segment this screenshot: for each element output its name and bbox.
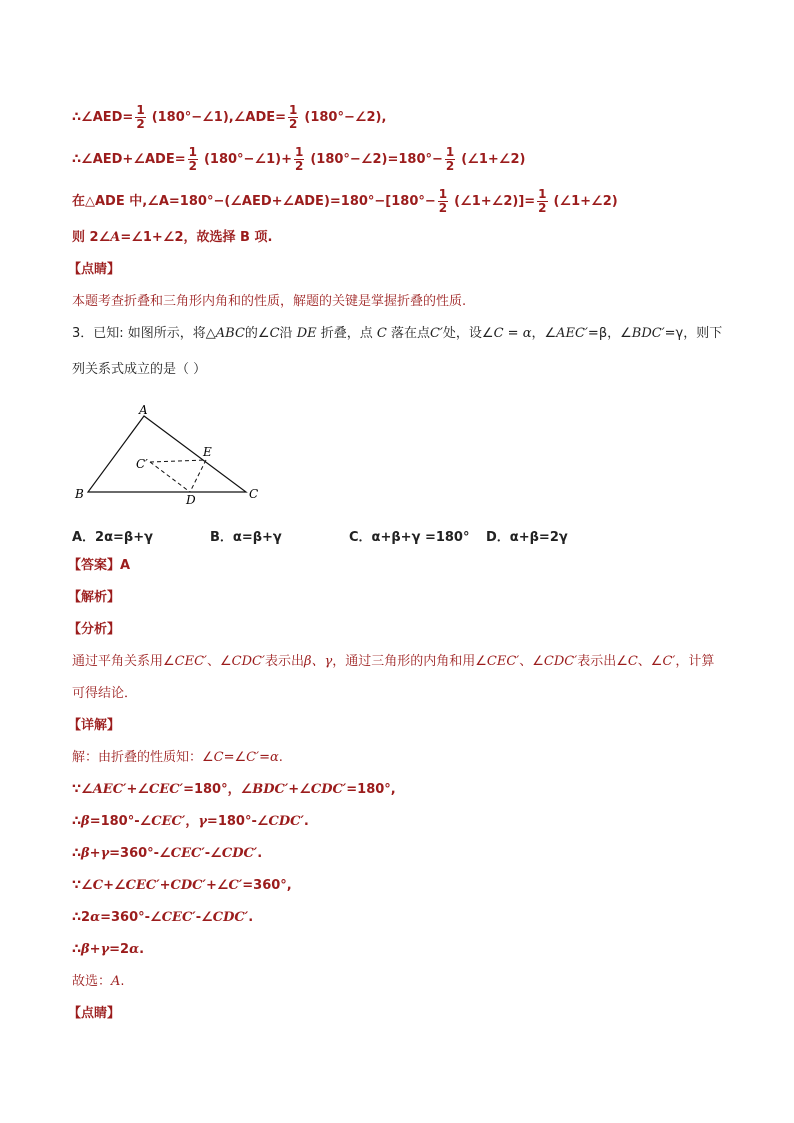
label-c-prime: C′ — [136, 457, 148, 471]
xiangjie-heading: 【详解】 — [68, 718, 121, 733]
label-a: A — [139, 403, 148, 417]
step-4: ∴β+γ=360°-∠CEC′-∠CDC′. — [72, 846, 263, 861]
label-e: E — [203, 445, 212, 459]
option-a: A．2α=β+γ — [72, 530, 153, 545]
fraction-half: $\frac{1}{2}$ — [136, 103, 145, 131]
analysis-line-2: 可得结论． — [72, 686, 138, 701]
triangle-diagram — [70, 398, 270, 510]
text: ∴∠AED= — [72, 110, 134, 125]
option-d: D．α+β=2γ — [486, 530, 568, 545]
fraction-half: $\frac{1}{2}$ — [289, 103, 298, 131]
question-3-line-1: 3．已知: 如图所示，将△ABC的∠C沿 DE 折叠，点 C 落在点C′处，设∠C = α，∠AEC′=β，∠BDC′=γ，则下 — [72, 326, 723, 341]
step-8: 故选：A. — [72, 974, 125, 989]
label-b: B — [75, 487, 84, 501]
dianjing-heading-2: 【点睛】 — [68, 1006, 121, 1021]
label-d: D — [186, 493, 196, 507]
solution-line-2: ∴∠AED+∠ADE= $\frac{1}{2}$ (180°−∠1)+ $\frac{1}{2}$ (180°−∠2)=180°− $\frac{1}{2}$ (∠1+∠2) — [72, 145, 526, 173]
question-3-line-2: 列关系式成立的是（ ） — [72, 362, 207, 377]
solution-line-3: 在△ADE 中,∠A=180°−(∠AED+∠ADE)=180°−[180°− $\frac{1}{2}$ (∠1+∠2)]= $\frac{1}{2}$ (∠1+∠2) — [72, 187, 618, 215]
text: (180°−∠2), — [304, 110, 387, 125]
text: (180°−∠1),∠ADE= — [151, 110, 287, 125]
step-1: 解：由折叠的性质知：∠C=∠C′=α. — [72, 750, 283, 765]
step-6: ∴2α=360°-∠CEC′-∠CDC′. — [72, 910, 254, 925]
dianjing-heading-1: 【点睛】 — [68, 262, 121, 277]
step-7: ∴β+γ=2α. — [72, 942, 145, 957]
option-b: B．α=β+γ — [210, 530, 282, 545]
solution-line-1 — [72, 104, 386, 131]
step-2: ∵∠AEC′+∠CEC′=180°，∠BDC′+∠CDC′=180°, — [72, 782, 396, 797]
summary-text-1: 本题考查折叠和三角形内角和的性质，解题的关键是掌握折叠的性质. — [72, 294, 467, 309]
option-c: C．α+β+γ =180° — [349, 530, 470, 545]
answer-line: 【答案】A — [68, 558, 131, 573]
step-5: ∵∠C+∠CEC′+CDC′+∠C′=360°, — [72, 878, 292, 893]
fenxi-heading: 【分析】 — [68, 622, 121, 637]
analysis-line-1: 通过平角关系用∠CEC′、∠CDC′表示出β、γ，通过三角形的内角和用∠CEC′、∠CDC′表示出∠C、∠C′，计算 — [72, 654, 715, 669]
jiexi-heading: 【解析】 — [68, 590, 121, 605]
segment-ec-prime — [150, 460, 206, 462]
triangle-abc — [88, 416, 246, 492]
step-3: ∴β=180°-∠CEC′，γ=180°-∠CDC′. — [72, 814, 309, 829]
solution-line-4: 则 2∠A=∠1+∠2，故选择 B 项. — [72, 230, 273, 245]
fold-line-de — [190, 460, 206, 492]
label-c: C — [249, 487, 259, 501]
triangle-figure — [70, 398, 270, 514]
segment-dc-prime — [150, 462, 190, 492]
